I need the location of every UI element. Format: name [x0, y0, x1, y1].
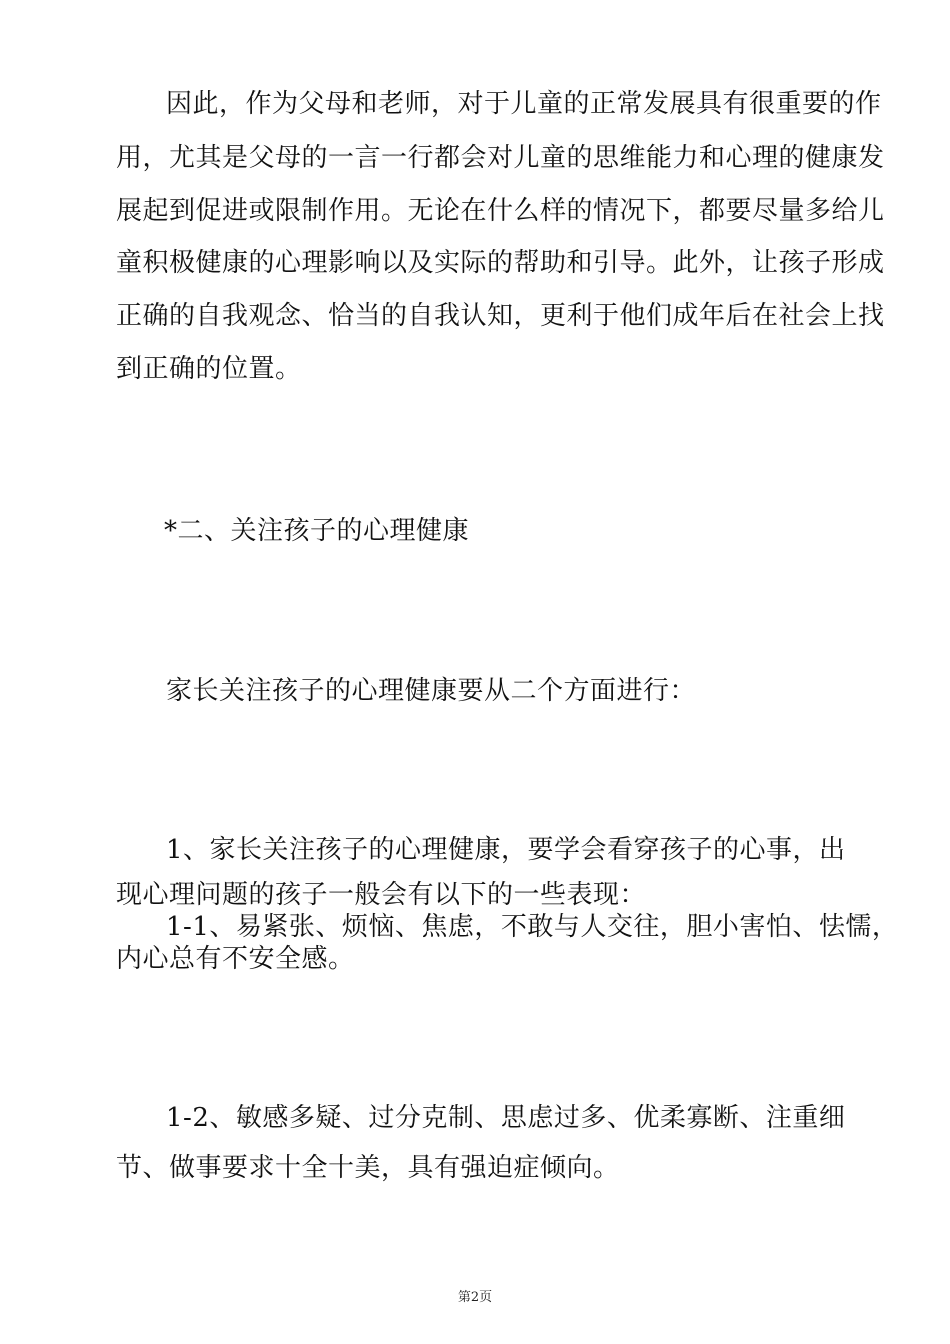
- paragraph-line: 展起到促进或限制作用。无论在什么样的情况下，都要尽量多给儿: [116, 196, 885, 226]
- list-item-line: 1、家长关注孩子的心理健康，要学会看穿孩子的心事，出: [166, 835, 846, 865]
- paragraph-line: 因此，作为父母和老师，对于儿童的正常发展具有很重要的作: [166, 89, 882, 119]
- paragraph-line: 正确的自我观念、恰当的自我认知，更利于他们成年后在社会上找: [116, 301, 885, 331]
- sub-item-line: 1-2、敏感多疑、过分克制、思虑过多、优柔寡断、注重细: [166, 1103, 846, 1133]
- sub-item-line: 内心总有不安全感。: [116, 944, 355, 974]
- paragraph-line: 用，尤其是父母的一言一行都会对儿童的思维能力和心理的健康发: [116, 143, 885, 173]
- paragraph-line: 到正确的位置。: [116, 354, 302, 384]
- sub-item-line: 1-1、易紧张、烦恼、焦虑，不敢与人交往，胆小害怕、怯懦，: [166, 912, 899, 942]
- intro-text: 家长关注孩子的心理健康要从二个方面进行：: [166, 676, 697, 706]
- section-heading: *二、关注孩子的心理健康: [164, 516, 470, 546]
- list-item-line: 现心理问题的孩子一般会有以下的一些表现：: [116, 880, 647, 910]
- page-number: 第2页: [457, 1290, 493, 1305]
- sub-item-line: 节、做事要求十全十美，具有强迫症倾向。: [116, 1153, 620, 1183]
- paragraph-line: 童积极健康的心理影响以及实际的帮助和引导。此外，让孩子形成: [116, 248, 885, 278]
